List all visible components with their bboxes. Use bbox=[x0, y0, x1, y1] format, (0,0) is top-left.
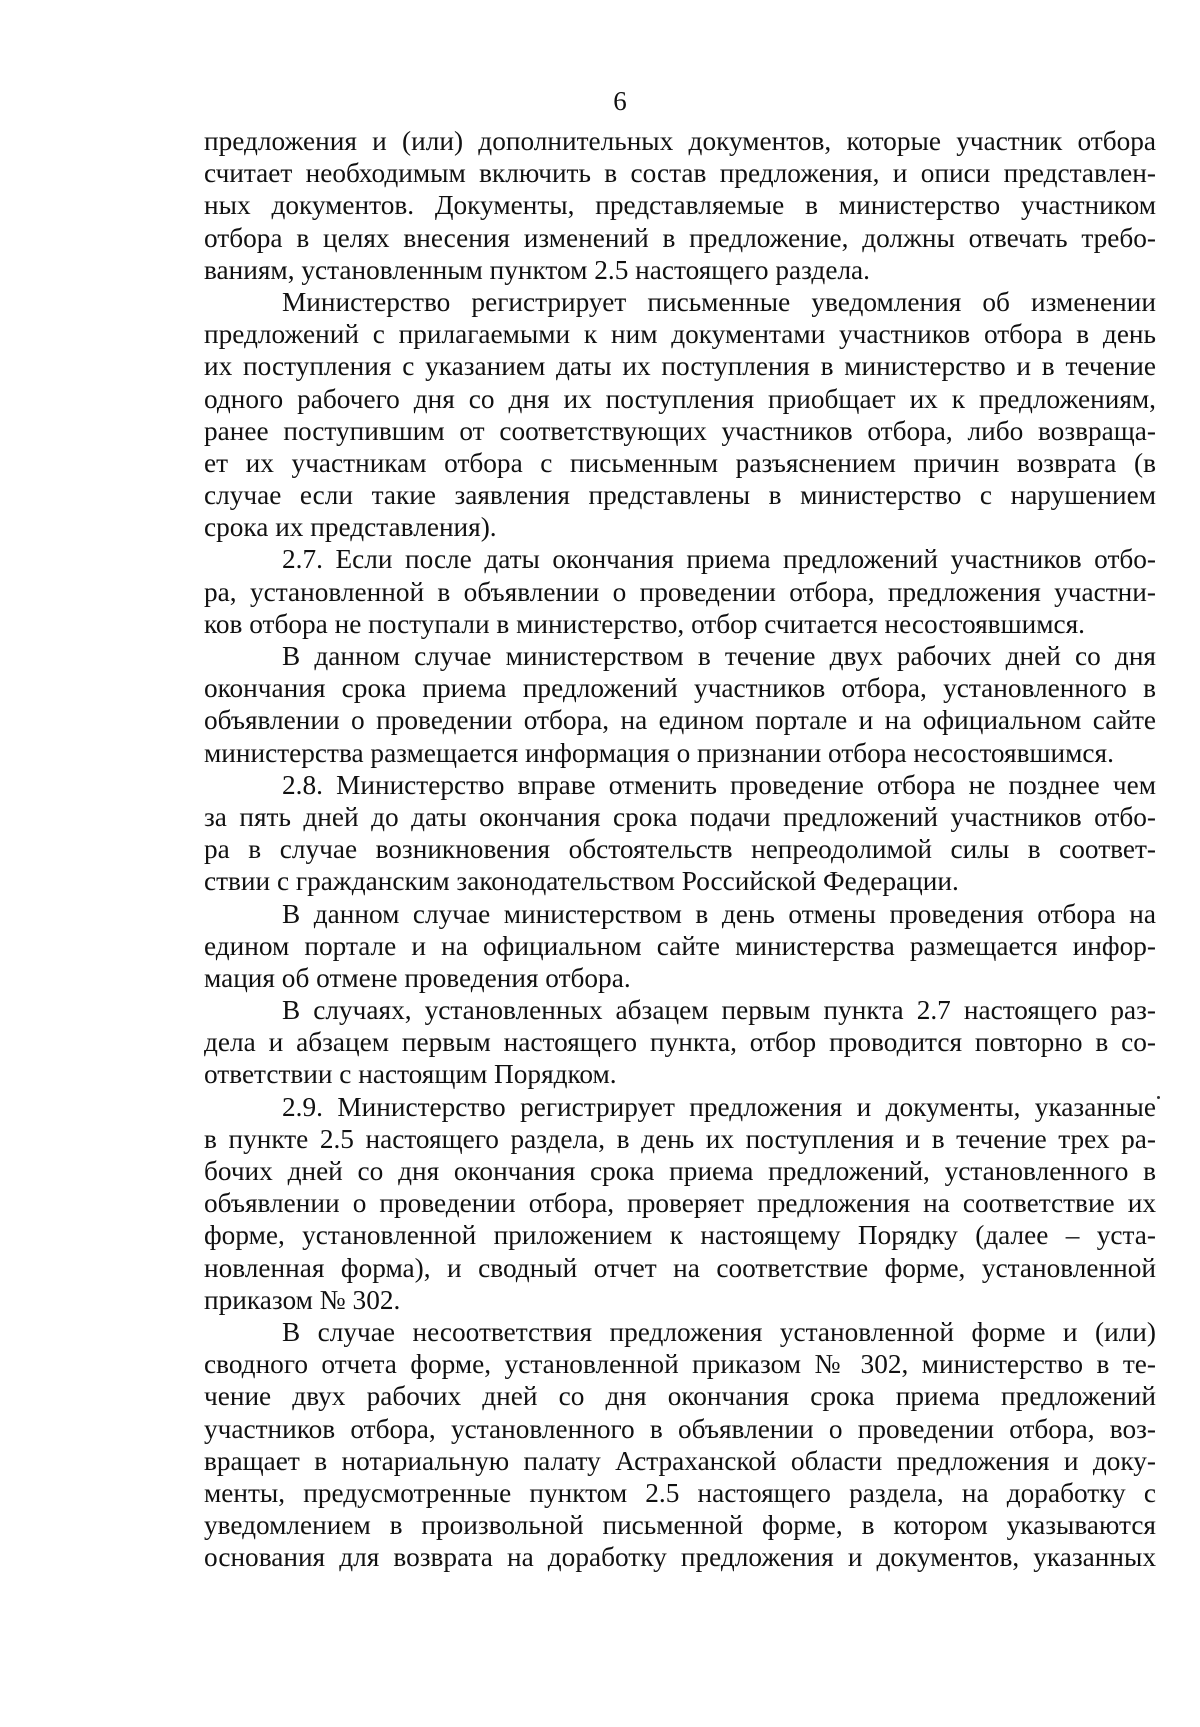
text-line: ных документов. Документы, представляемые в министерство участником bbox=[204, 190, 1156, 221]
text-line: за пять дней до даты окончания срока подачи предложений участников отбо- bbox=[204, 801, 1156, 832]
text-line: бочих дней со дня окончания срока приема предложений, установленного в bbox=[204, 1156, 1156, 1186]
text-line: В случаях, установленных абзацем первым пункта 2.7 настоящего раз- bbox=[282, 995, 1156, 1026]
text-line: 2.7. Если после даты окончания приема предложений участников отбо- bbox=[282, 544, 1156, 575]
document-body bbox=[204, 125, 1156, 1573]
text-line: менты, предусмотренные пунктом 2.5 настоящего раздела, на доработку с bbox=[204, 1477, 1156, 1508]
text-line: участников отбора, установленного в объявлении о проведении отбора, воз- bbox=[204, 1413, 1156, 1444]
text-line: ет их участникам отбора с письменным разъяснением причин возврата (в bbox=[204, 447, 1156, 478]
text-line: форме, установленной приложением к настоящему Порядку (далее – уста- bbox=[204, 1220, 1156, 1251]
text-line: приказом № 302. bbox=[204, 1284, 401, 1315]
page-number: 6 bbox=[613, 86, 627, 116]
text-line: предложений с прилагаемыми к ним документами участников отбора в день bbox=[204, 319, 1156, 350]
text-line: министерства размещается информация о признании отбора несостоявшимся. bbox=[204, 737, 1114, 768]
text-line: В данном случае министерством в день отмены проведения отбора на bbox=[282, 898, 1156, 929]
text-line: ранее поступившим от соответствующих участников отбора, либо возвраща- bbox=[204, 415, 1156, 446]
text-line: объявлении о проведении отбора, проверяет предложения на соответствие их bbox=[204, 1188, 1156, 1219]
text-line: в пункте 2.5 настоящего раздела, в день их поступления и в течение трех ра- bbox=[204, 1123, 1156, 1154]
text-line: мация об отмене проведения отбора. bbox=[204, 962, 631, 993]
text-line: одного рабочего дня со дня их поступления приобщает их к предложениям, bbox=[204, 383, 1156, 414]
text-line: 2.9. Министерство регистрирует предложения и документы, указанные bbox=[282, 1091, 1156, 1122]
text-line: дела и абзацем первым настоящего пункта, отбор проводится повторно в со- bbox=[204, 1027, 1156, 1058]
text-line: новленная форма), и сводный отчет на соответствие форме, установленной bbox=[204, 1252, 1156, 1283]
text-line: В случае несоответствия предложения установленной форме и (или) bbox=[282, 1316, 1156, 1347]
text-line: срока их представления). bbox=[204, 512, 497, 543]
text-line: предложения и (или) дополнительных документов, которые участник отбора bbox=[204, 126, 1156, 156]
text-line: едином портале и на официальном сайте министерства размещается инфор- bbox=[204, 930, 1156, 961]
text-line: сводного отчета форме, установленной приказом № 302, министерство в те- bbox=[204, 1349, 1156, 1380]
text-line: случае если такие заявления представлены в министерство с нарушением bbox=[204, 480, 1156, 511]
text-line: Министерство регистрирует письменные уведомления об изменении bbox=[282, 286, 1156, 317]
text-line: уведомлением в произвольной письменной форме, в котором указываются bbox=[204, 1510, 1156, 1541]
text-line: чение двух рабочих дней со дня окончания срока приема предложений bbox=[204, 1381, 1156, 1412]
text-line: ков отбора не поступали в министерство, отбор считается несостоявшимся. bbox=[204, 608, 1085, 639]
text-line: их поступления с указанием даты их поступления в министерство и в течение bbox=[204, 351, 1156, 382]
text-line: основания для возврата на доработку предложения и документов, указанных bbox=[204, 1542, 1156, 1573]
text-line: ваниям, установленным пунктом 2.5 настоящего раздела. bbox=[204, 254, 871, 285]
text-line: вращает в нотариальную палату Астраханской области предложения и доку- bbox=[204, 1445, 1156, 1476]
text-line: объявлении о проведении отбора, на едином портале и на официальном сайте bbox=[204, 705, 1156, 736]
text-line: В данном случае министерством в течение двух рабочих дней со дня bbox=[282, 641, 1156, 671]
text-line: ра в случае возникновения обстоятельств непреодолимой силы в соответ- bbox=[204, 834, 1156, 865]
text-line: ра, установленной в объявлении о проведении отбора, предложения участни- bbox=[204, 576, 1156, 607]
text-line: ответствии с настоящим Порядком. bbox=[204, 1059, 617, 1090]
text-line: 2.8. Министерство вправе отменить проведение отбора не позднее чем bbox=[282, 769, 1156, 800]
text-line: отбора в целях внесения изменений в предложение, должны отвечать требо- bbox=[204, 222, 1156, 253]
text-line: окончания срока приема предложений участников отбора, установленного в bbox=[204, 673, 1156, 704]
scan-speck bbox=[1157, 1096, 1160, 1099]
text-line: считает необходимым включить в состав предложения, и описи представлен- bbox=[204, 158, 1156, 189]
text-line: ствии с гражданским законодательством Российской Федерации. bbox=[204, 866, 959, 897]
